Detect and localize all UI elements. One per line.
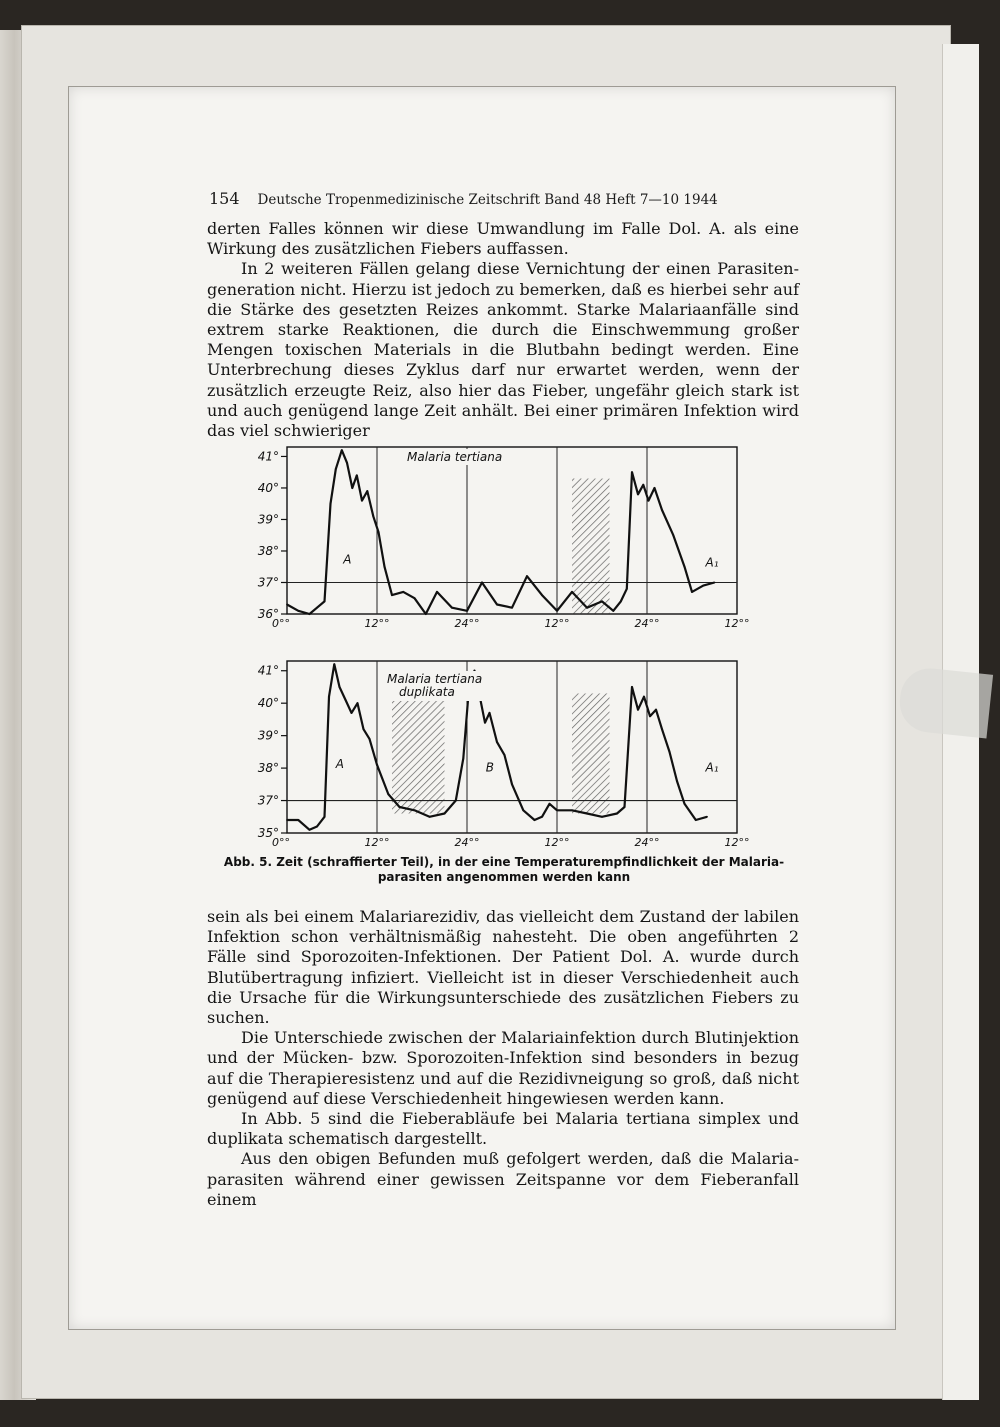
data-point (541, 594, 543, 596)
data-point (601, 816, 603, 818)
y-tick-label: 40° (257, 480, 279, 495)
curve-label: A₁ (705, 760, 719, 775)
x-tick-label: 12°° (544, 836, 570, 849)
paragraph: In Abb. 5 sind die Fieberabläufe bei Malaria tertiana simplex und duplikata schematisch dargestellt. (207, 1109, 799, 1149)
data-point (372, 515, 374, 517)
data-point (631, 686, 633, 688)
data-point (496, 741, 498, 743)
data-point (366, 490, 368, 492)
x-tick-label: 12°° (724, 617, 750, 630)
data-point (324, 600, 326, 602)
chart-1-frame (287, 447, 737, 614)
data-point (586, 813, 588, 815)
data-point (526, 575, 528, 577)
data-point (384, 566, 386, 568)
y-tick-label: 36° (257, 607, 279, 621)
data-point (556, 809, 558, 811)
data-point (714, 582, 716, 584)
x-tick-label: 12°° (724, 836, 750, 849)
chart-2-title-line-1: Malaria tertiana (387, 672, 483, 686)
data-point (481, 582, 483, 584)
data-point (672, 534, 674, 536)
chart-1-hatched-areas (572, 479, 610, 614)
data-point (496, 604, 498, 606)
data-point (637, 709, 639, 711)
data-point (489, 712, 491, 714)
chart-1-title: Malaria tertiana (407, 450, 503, 464)
page-number: 154 (209, 189, 240, 208)
y-tick-label: 41° (257, 449, 279, 464)
chart-2-title-line-2: duplikata (399, 685, 455, 699)
y-tick-label: 39° (257, 512, 279, 527)
data-point (391, 594, 393, 596)
data-point (655, 709, 657, 711)
data-point (286, 819, 288, 821)
data-point (586, 607, 588, 609)
data-point (654, 487, 656, 489)
data-point (324, 816, 326, 818)
x-tick-label: 0°° (272, 836, 290, 849)
data-point (669, 751, 671, 753)
chart-1-curve-labels (342, 553, 718, 570)
data-point (387, 793, 389, 795)
data-point (620, 600, 622, 602)
data-point (534, 819, 536, 821)
data-point (330, 503, 332, 505)
caption-line-2: parasiten angenommen werden kann (377, 870, 631, 884)
data-point (601, 600, 603, 602)
hatched-area (572, 479, 610, 614)
data-point (455, 800, 457, 802)
data-point (356, 474, 358, 476)
data-point (357, 702, 359, 704)
data-point (297, 610, 299, 612)
x-tick-label: 24°° (454, 617, 480, 630)
y-tick-label: 37° (257, 575, 279, 590)
curve-label: B (485, 760, 494, 775)
x-tick-label: 24°° (454, 836, 480, 849)
data-point (706, 816, 708, 818)
data-point (309, 829, 311, 831)
data-point (624, 806, 626, 808)
data-point (286, 604, 288, 606)
data-point (541, 816, 543, 818)
data-point (399, 806, 401, 808)
data-point (511, 607, 513, 609)
data-point (339, 686, 341, 688)
curve-label: A (343, 552, 352, 567)
paragraph: derten Falles können wir diese Umwandlung im Falle Dol. A. als eine Wirkung des zusätzlichen Fiebers auffassen. (207, 219, 799, 259)
data-point (612, 610, 614, 612)
data-point (341, 449, 343, 451)
data-point (511, 783, 513, 785)
y-tick-label: 35° (257, 826, 279, 840)
y-tick-label: 38° (257, 761, 279, 776)
data-point (402, 591, 404, 593)
data-point (351, 712, 353, 714)
x-tick-label: 24°° (634, 836, 660, 849)
data-point (616, 813, 618, 815)
x-tick-label: 24°° (634, 617, 660, 630)
hatched-area (392, 693, 445, 813)
data-point (631, 471, 633, 473)
data-point (571, 809, 573, 811)
chart-2-hatched-areas (392, 693, 610, 813)
data-point (363, 728, 365, 730)
data-point (695, 819, 697, 821)
data-point (351, 487, 353, 489)
paragraph: Aus den obigen Befunden muß gefolgert werden, daß die Malaria-parasiten während einer gewissen Zeitspanne vor dem Fieberanfall einem (207, 1149, 799, 1209)
paragraph: Die Unterschiede zwischen der Malariainfektion durch Blutinjektion und der Mücken- bzw. Sporozoiten-Infektion sind besonders in bezug auf die Therapieresistenz und auf die Rezidivneigung so groß, daß nicht genügend auf diese Verschiedenheit hingewiesen werden kann. (207, 1028, 799, 1108)
data-point (376, 764, 378, 766)
data-point (462, 757, 464, 759)
data-point (436, 591, 438, 593)
x-tick-label: 12°° (544, 617, 570, 630)
bottom-text-block (207, 907, 799, 1210)
chart-1 (258, 447, 750, 630)
data-point (642, 484, 644, 486)
data-point (643, 696, 645, 698)
data-point (451, 607, 453, 609)
data-point (637, 493, 639, 495)
data-point (661, 509, 663, 511)
chart-1-temperature-line (287, 450, 715, 614)
data-point (626, 588, 628, 590)
hatched-area (572, 693, 610, 813)
chart-2-y-ticks (258, 664, 287, 840)
data-point (309, 613, 311, 615)
curve-label: A (335, 757, 344, 772)
x-tick-label: 12°° (364, 836, 390, 849)
data-point (328, 696, 330, 698)
x-tick-label: 0°° (272, 617, 290, 630)
data-point (649, 715, 651, 717)
figure-abb-5 (203, 439, 803, 849)
top-text-block (207, 219, 799, 441)
data-point (414, 809, 416, 811)
chart-1-x-ticks (272, 617, 750, 630)
data-point (556, 610, 558, 612)
data-point (444, 813, 446, 815)
y-tick-label: 38° (257, 543, 279, 558)
data-point (648, 500, 650, 502)
data-point (369, 738, 371, 740)
figure-caption (207, 855, 801, 885)
data-point (316, 607, 318, 609)
chart-1-gridlines (287, 447, 737, 614)
data-point (466, 610, 468, 612)
data-point (316, 826, 318, 828)
data-point (504, 754, 506, 756)
y-tick-label: 41° (257, 663, 279, 678)
data-point (702, 585, 704, 587)
paragraph: sein als bei einem Malariarezidiv, das vielleicht dem Zustand der labilen Infektion schon verhältnismäßig nahesteht. Die oben angeführten 2 Fälle sind Sporozoiten-Infektionen. Der Patient Dol. A. wurde durch Blutübertragung infiziert. Vielleicht ist in dieser Verschiedenheit auch die Ursache für die Wirkungsunterschiede des zusätzlichen Fiebers zu suchen. (207, 907, 799, 1028)
y-tick-label: 39° (257, 728, 279, 743)
data-point (684, 566, 686, 568)
data-point (691, 591, 693, 593)
chart-2-frame (287, 661, 737, 833)
data-point (425, 613, 427, 615)
data-point (378, 531, 380, 533)
data-point (333, 663, 335, 665)
caption-line-1: Abb. 5. Zeit (schraffierter Teil), in der eine Temperaturempfindlichkeit der Malaria- (223, 855, 785, 869)
y-tick-label: 40° (257, 696, 279, 711)
chart-2-x-ticks (272, 836, 750, 849)
data-point (484, 722, 486, 724)
fever-curve-charts (203, 439, 803, 849)
data-point (414, 597, 416, 599)
journal-title: Deutsche Tropenmedizinische Zeitschrift Band 48 Heft 7—10 1944 (257, 192, 718, 208)
data-point (297, 819, 299, 821)
x-tick-label: 12°° (364, 617, 390, 630)
running-header (209, 189, 754, 208)
paragraph: In 2 weiteren Fällen gelang diese Vernichtung der einen Parasiten-generation nicht. Hierzu ist jedoch zu bemerken, daß es hierbei sehr auf die Stärke des gesetzten Reizes ankommt. Starke Malariaanfälle sind extrem starke Reaktionen, die durch die Einschwemmung großer Mengen toxischen Materials in die Blutbahn bedingt werden. Eine Unterbrechung dieses Zyklus darf nur erwartet werden, wenn der zusätzlich erzeugte Reiz, also hier das Fieber, ungefähr gleich stark ist und auch genügend lange Zeit anhält. Bei einer primären Infektion wird das viel schwieriger (207, 259, 799, 441)
data-point (676, 780, 678, 782)
data-point (549, 803, 551, 805)
curve-label: A₁ (705, 555, 719, 570)
data-point (522, 809, 524, 811)
chart-2 (258, 661, 750, 849)
data-point (429, 816, 431, 818)
printed-page (68, 86, 896, 1330)
data-point (335, 468, 337, 470)
data-point (684, 803, 686, 805)
chart-1-y-ticks (258, 449, 287, 621)
chart-2-gridlines (287, 661, 737, 833)
data-point (571, 591, 573, 593)
data-point (361, 500, 363, 502)
data-point (345, 699, 347, 701)
data-point (346, 462, 348, 464)
y-tick-label: 37° (257, 793, 279, 808)
data-point (661, 728, 663, 730)
